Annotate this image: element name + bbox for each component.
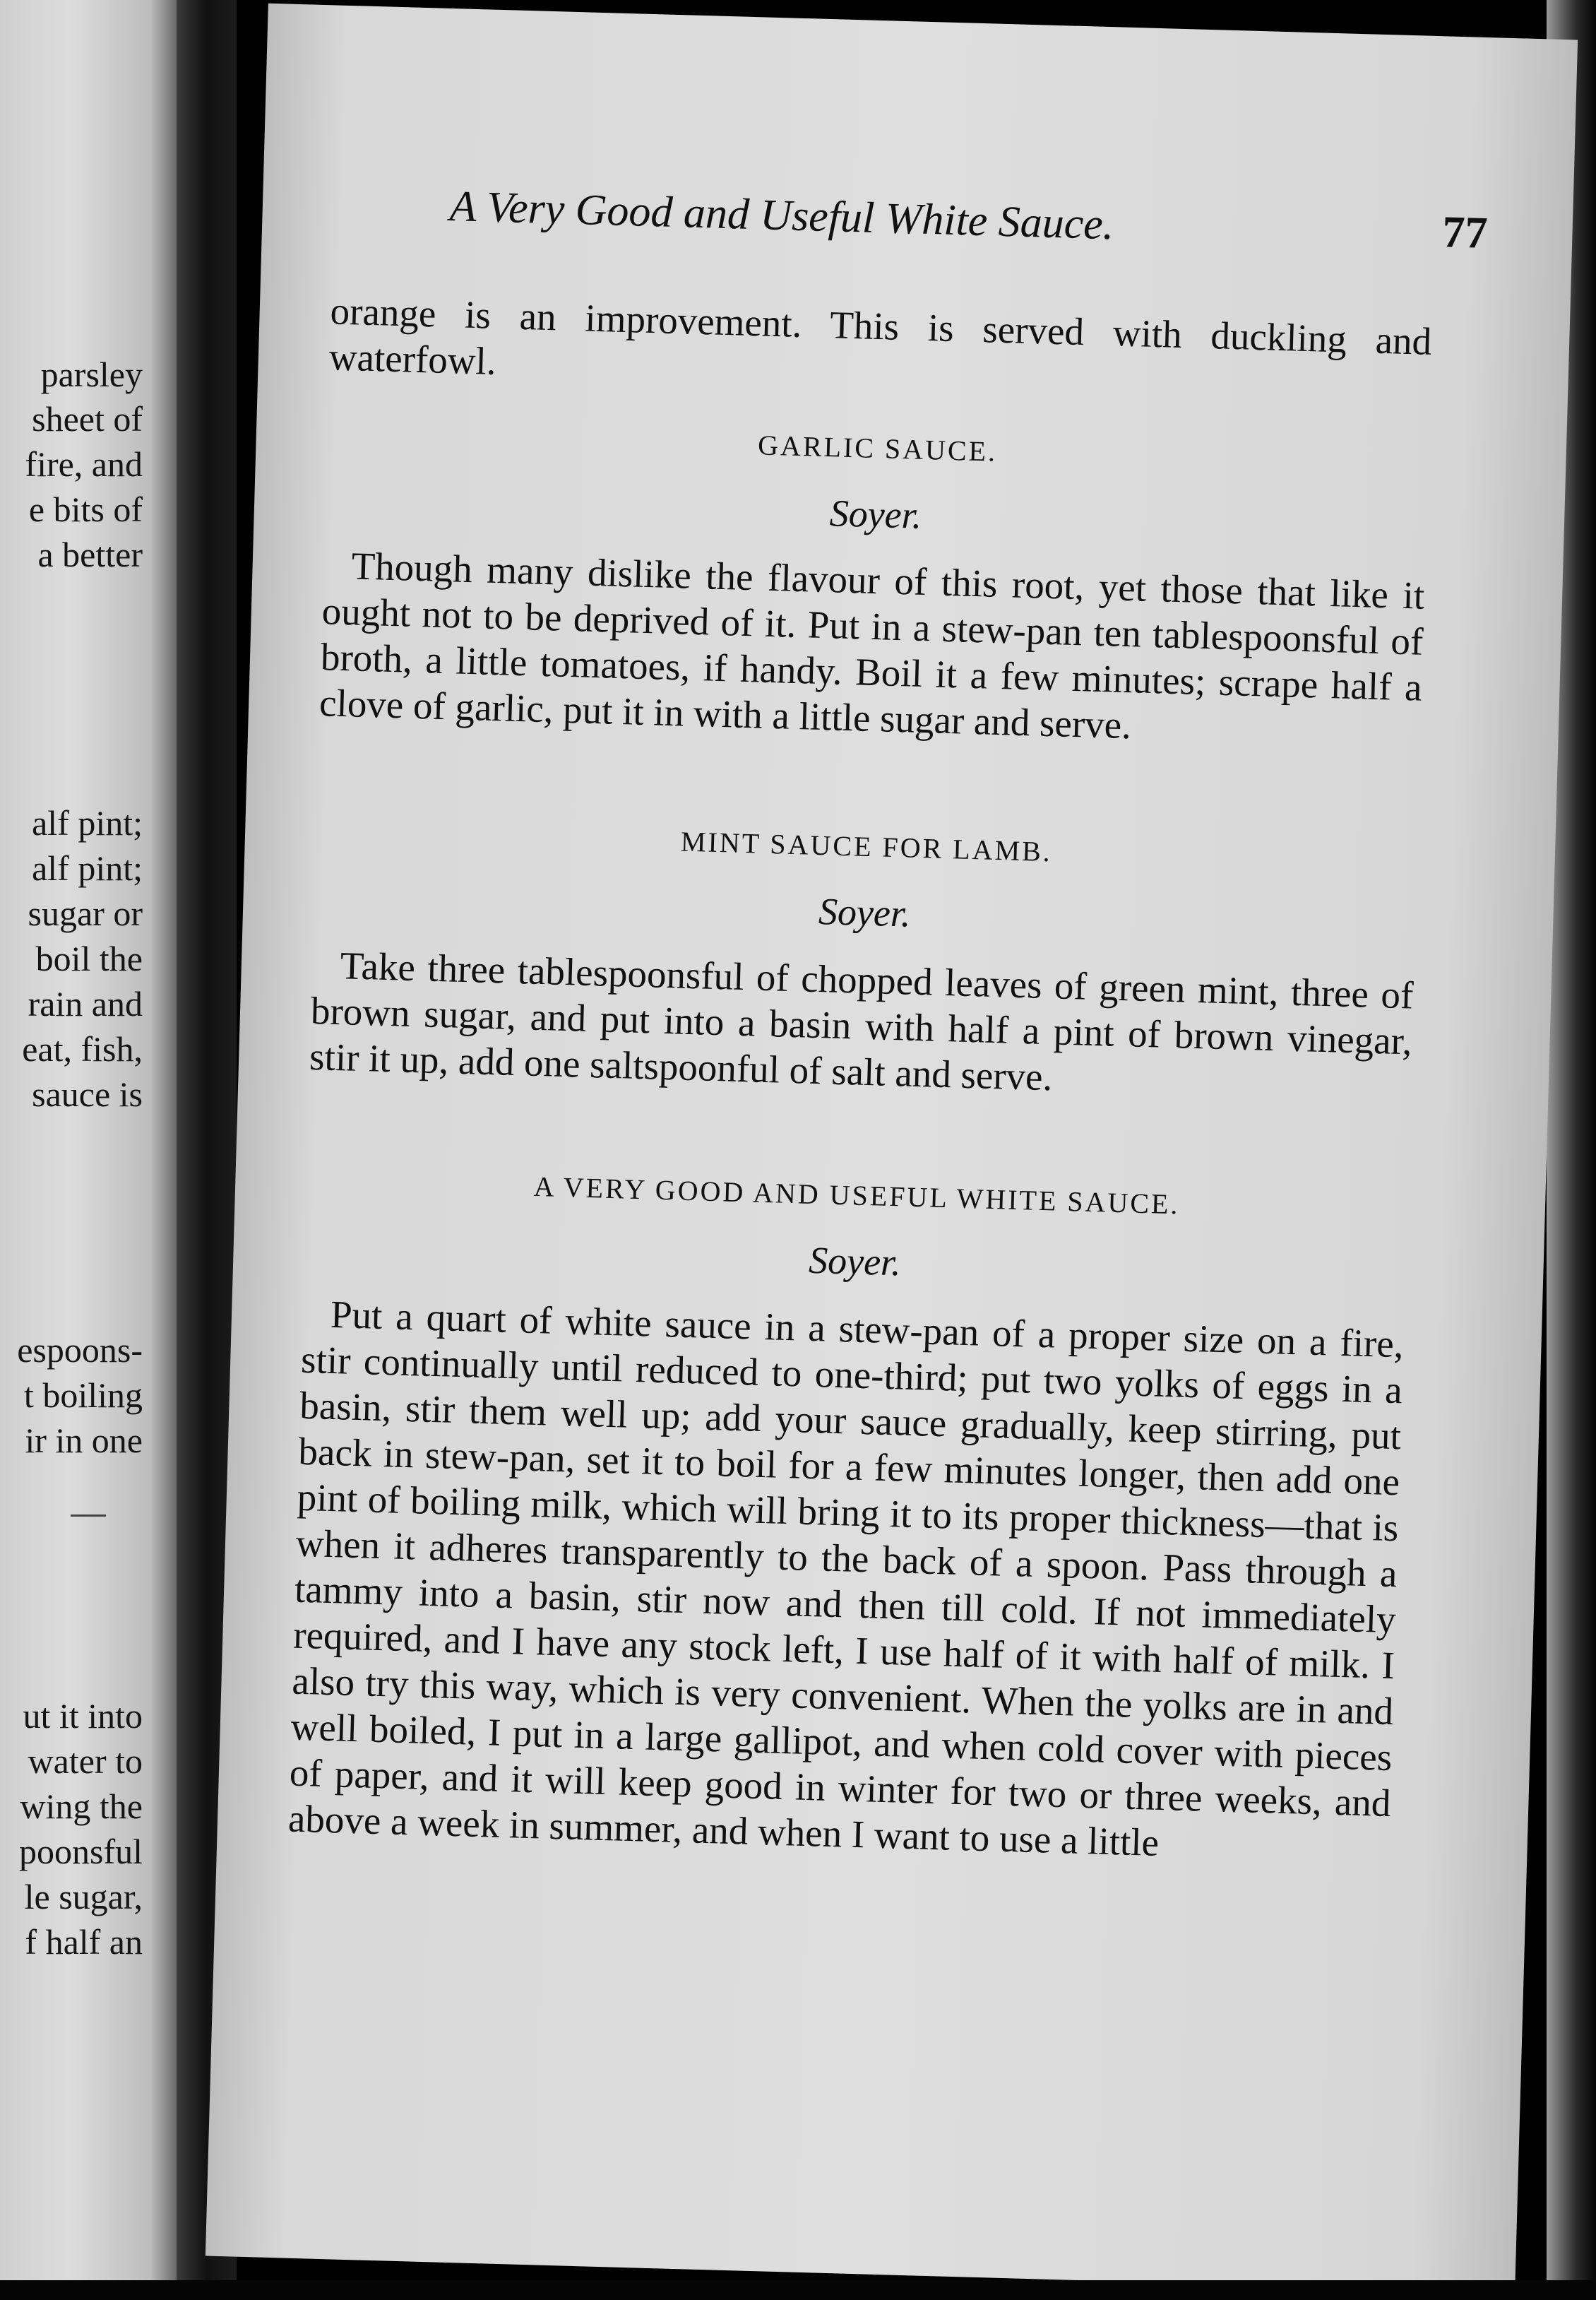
left-page-line: t boiling xyxy=(23,1375,143,1415)
left-page-line: e bits of xyxy=(28,490,143,529)
paragraph-text: Though many dislike the flavour of this root, yet those that like it ought not to be deprived of it. Put in a stew-pan ten tablespoonsful of broth, a little tomatoes, if handy. Boil it a few minutes; scrape half a clove of garlic, put it in with a little sugar and serve. xyxy=(318,544,1425,747)
left-page-line: parsley xyxy=(40,355,143,394)
running-header xyxy=(449,182,1474,260)
page-number: 77 xyxy=(1441,206,1489,259)
continued-paragraph xyxy=(328,288,1432,410)
left-page-line: alf pint; xyxy=(32,803,143,843)
left-page-divider xyxy=(71,1514,106,1517)
left-page-line: water to xyxy=(28,1741,143,1781)
left-page-line: le sugar, xyxy=(24,1877,143,1916)
recipe-author: Soyer. xyxy=(818,889,912,935)
left-page-line: a better xyxy=(37,535,143,574)
recipe-heading: MINT SAUCE FOR LAMB. xyxy=(680,825,1053,868)
left-facing-page xyxy=(0,0,177,2282)
recipe-author: Soyer. xyxy=(808,1238,902,1284)
left-page-line: sugar or xyxy=(28,894,143,933)
left-page-line: wing the xyxy=(20,1786,143,1826)
recipe-author: Soyer. xyxy=(828,492,923,537)
left-page-line: sauce is xyxy=(32,1074,143,1114)
left-page-line: boil the xyxy=(35,939,143,978)
left-page-line: ir in one xyxy=(25,1421,143,1460)
recipe-heading: GARLIC SAUCE. xyxy=(757,429,998,468)
left-page-line: ut it into xyxy=(23,1696,143,1736)
left-page-line: poonsful xyxy=(19,1832,143,1871)
left-page-line: sheet of xyxy=(32,399,143,439)
paragraph-text: Take three tablespoonsful of chopped leaves of green mint, three of brown sugar, and put into a basin with half a pint of brown vinegar, stir it up, add one saltspoonful of salt and serve. xyxy=(309,944,1415,1099)
left-page-line: rain and xyxy=(28,984,143,1024)
recipe-body xyxy=(318,542,1425,756)
recipe-body xyxy=(309,942,1414,1110)
left-page-line: eat, fish, xyxy=(22,1029,143,1069)
book-page xyxy=(206,4,1578,2293)
left-page-line: fire, and xyxy=(25,444,143,484)
left-page-line: f half an xyxy=(25,1922,143,1962)
paragraph-text: orange is an improvement. This is served with duckling and waterfowl. xyxy=(328,289,1433,383)
running-title: A Very Good and Useful White Sauce. xyxy=(449,182,1115,249)
scan-border xyxy=(0,2280,1596,2300)
recipe-heading: A VERY GOOD AND USEFUL WHITE SAUCE. xyxy=(533,1170,1181,1221)
left-page-line: espoons- xyxy=(17,1330,143,1370)
paragraph-text: Put a quart of white sauce in a stew-pan of a proper size on a fire, stir continually until reduced to one-third; put two yolks of eggs in a basin, stir them well up; add your sauce gradually, keep stirring, put back in stew-pan, set it to boil for a few minutes longer, then add one pint of boiling milk, which will bring it to its proper thickness—that is when it adheres transparently to the back of a spoon. Pass through a tammy into a basin, stir now and then till cold. If not immediately required, and I have any stock left, I use half of it with half of milk. I also try this way, which is very convenient. When the yolks are in and well boiled, I put in a large gallipot, and when cold cover with pieces of paper, and it will keep good in winter for two or three weeks, and above a week in summer, and when I want to use a little xyxy=(287,1292,1405,1864)
recipe-body xyxy=(287,1291,1404,1872)
left-page-line: alf pint; xyxy=(32,848,143,888)
